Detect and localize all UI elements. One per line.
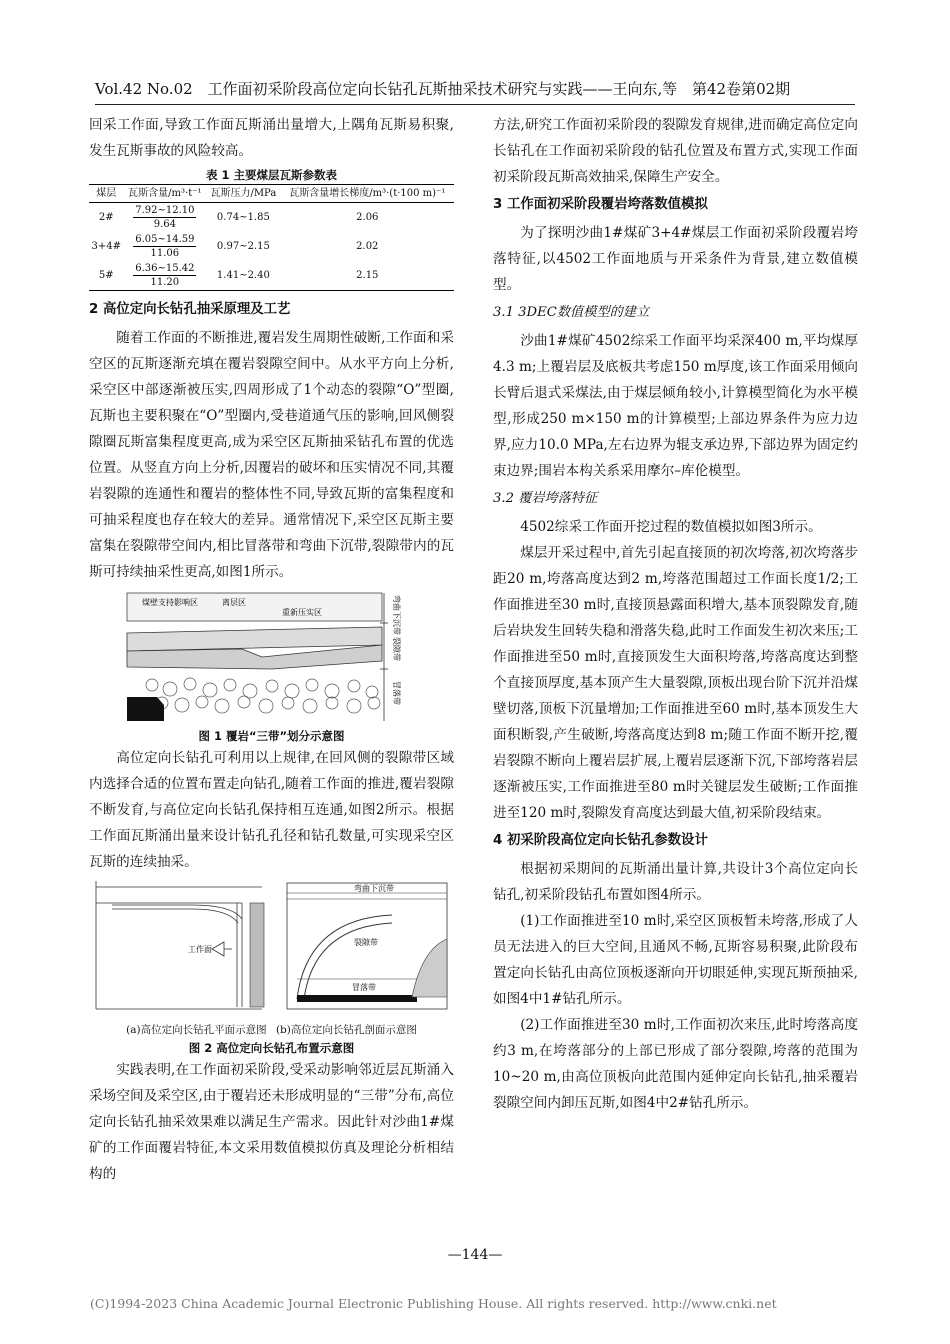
fig2-zone-label: 裂隙带 (353, 938, 378, 947)
gas-content-range: 6.36~15.42 (135, 263, 195, 274)
table-row (89, 232, 454, 261)
fig2-zone-label: 弯曲下沉带 (353, 884, 394, 893)
figure-subcaptions (89, 1021, 454, 1039)
section-heading: 2 高位定向长钻孔抽采原理及工艺 (89, 302, 291, 317)
fig1-zone-label: 冒落带 (391, 681, 401, 705)
gas-content-cell (124, 261, 207, 291)
table-caption: 表 1 主要煤层瓦斯参数表 (205, 168, 337, 182)
figure-1-three-zones (122, 589, 422, 727)
fig1-zone-label: 裂隙带 (391, 637, 401, 661)
fig1-label: 煤壁支持影响区 (141, 598, 198, 607)
pressure-cell: 1.41~2.40 (216, 270, 270, 281)
pressure-cell: 0.74~1.85 (216, 212, 270, 223)
gas-content-average: 11.20 (150, 277, 180, 288)
gas-content-range: 7.92~12.10 (135, 205, 195, 216)
header-title: 工作面初采阶段高位定向长钻孔瓦斯抽采技术研究与实践——王向东,等 (207, 80, 678, 98)
paragraph: 方法,研究工作面初采阶段的裂隙发育规律,进而确定高位定向长钻孔在工作面初采阶段的钻孔位置及布置方式,实现工作面初采阶段瓦斯高效抽采,保障生产安全。 (493, 117, 858, 185)
header-volume: Vol.42 No.02 (95, 80, 193, 98)
paragraph: 实践表明,在工作面初采阶段,受采动影响邻近层瓦斯涌入采场空间及采空区,由于覆岩还未形成明显的“三带”分布,高位定向长钻孔抽采效果难以满足生产需求。因此针对沙曲1#煤矿的工作面覆岩特征,本文采用数值模拟仿真及理论分析相结构的 (89, 1062, 454, 1182)
gradient-cell: 2.02 (356, 241, 379, 252)
fig2-face-label: 工作面 (187, 945, 212, 954)
gradient-cell: 2.15 (356, 270, 379, 281)
table-header-cell: 瓦斯含量增长梯度/m³·(t·100 m)⁻¹ (281, 185, 454, 203)
figure-caption: 图 2 高位定向长钻孔布置示意图 (188, 1041, 355, 1055)
gas-content-cell (124, 232, 207, 261)
right-column (493, 112, 858, 1116)
copyright-footer: (C)1994-2023 China Academic Journal Electronic Publishing House. All rights reserved. http://www.cnki.net (90, 1296, 777, 1311)
gas-content-average: 11.06 (150, 248, 180, 259)
table-header-row (89, 185, 454, 203)
table-header-cell: 煤层 (89, 185, 124, 203)
section-heading: 3 工作面初采阶段覆岩垮落数值模拟 (493, 197, 708, 212)
paragraph: 回采工作面,导致工作面瓦斯涌出量增大,上隅角瓦斯易积聚,发生瓦斯事故的风险较高。 (89, 117, 454, 159)
fig1-label: 重新压实区 (281, 608, 322, 617)
table-row (89, 261, 454, 291)
subsection-heading: 3.1 3DEC数值模型的建立 (493, 305, 650, 320)
subsection-heading: 3.2 覆岩垮落特征 (493, 491, 598, 506)
gas-content-average: 9.64 (153, 219, 176, 230)
fig1-label: 离层区 (221, 598, 246, 607)
gradient-cell: 2.06 (356, 212, 379, 223)
header-rule (95, 104, 855, 105)
table-header-cell: 瓦斯含量/m³·t⁻¹ (124, 185, 207, 203)
pressure-cell: 0.97~2.15 (216, 241, 270, 252)
paragraph: (1)工作面推进至10 m时,采空区顶板暂未垮落,形成了人员无法进入的巨大空间,且通风不畅,瓦斯容易积聚,此阶段布置定向长钻孔由高位顶板逐渐向开切眼延伸,实现瓦斯预抽采,如图4中1#钻孔所示。 (493, 913, 858, 1007)
running-header (95, 78, 855, 102)
left-column (89, 112, 454, 1187)
paragraph: 随着工作面的不断推进,覆岩发生周期性破断,工作面和采空区的瓦斯逐渐充填在覆岩裂隙空间中。从水平方向上分析,采空区中部逐渐被压实,四周形成了1个动态的裂隙“O”型圈,瓦斯也主要积聚在“O”型圈内,受巷道通气压的影响,回风侧裂隙圈瓦斯富集程度更高,成为采空区瓦斯抽采钻孔布置的优选位置。从竖直方向上分析,因覆岩的破坏和压实情况不同,其覆岩裂隙的连通性和覆岩的整体性不同,导致瓦斯的富集程度和可抽采程度也存在较大的差异。通常情况下,采空区瓦斯主要富集在裂隙带空间内,相比冒落带和弯曲下沉带,裂隙带内的瓦斯可持续抽采性更高,如图1所示。 (89, 330, 454, 580)
table-row (89, 203, 454, 233)
gas-parameter-table (89, 184, 454, 291)
paragraph: 煤层开采过程中,首先引起直接顶的初次垮落,初次垮落步距20 m,垮落高度达到2 m,垮落范围超过工作面长度1/2;工作面推进至30 m时,直接顶悬露面积增大,基本顶裂隙发育,随后岩块发生回转失稳和滑落失稳,此时工作面发生初次来压;工作面推进至50 m时,直接顶发生大面积垮落,垮落高度达到整个直接顶厚度,基本顶产生大量裂隙,顶板出现台阶下沉并沿煤壁切落,顶板下沉量增加;工作面推进至60 m时,基本顶发生大面积断裂,产生破断,垮落高度达到8 m;随工作面不断开挖,覆岩裂隙不断向上覆岩层扩展,上覆岩层逐渐下沉,下部垮落岩层逐渐被压实,工作面推进至80 m时关键层发生破断;工作面推进至120 m时,裂隙发育高度达到最大值,初采阶段结束。 (493, 545, 858, 821)
header-volume-cn: 第42卷第02期 (692, 80, 791, 98)
gas-content-range: 6.05~14.59 (135, 234, 195, 245)
figure-caption: 图 1 覆岩“三带”划分示意图 (198, 729, 345, 743)
paragraph: 根据初采期间的瓦斯涌出量计算,共设计3个高位定向长钻孔,初采阶段钻孔布置如图4所示。 (493, 861, 858, 903)
fig2-zone-label: 冒落带 (351, 983, 376, 992)
page-number: —144— (447, 1247, 503, 1263)
seam-cell: 3+4# (91, 241, 121, 252)
subcaption-a: (a)高位定向长钻孔平面示意图 (126, 1024, 267, 1036)
section-heading: 4 初采阶段高位定向长钻孔参数设计 (493, 833, 708, 848)
paragraph: 4502综采工作面开挖过程的数值模拟如图3所示。 (520, 519, 822, 535)
fig1-zone-label: 弯曲下沉带 (391, 595, 401, 635)
paragraph: 为了探明沙曲1#煤矿3+4#煤层工作面初采阶段覆岩垮落特征,以4502工作面地质与开采条件为背景,建立数值模型。 (493, 225, 858, 293)
paragraph: 沙曲1#煤矿4502综采工作面平均采深400 m,平均煤厚4.3 m;上覆岩层及底板共考虑150 m厚度,该工作面采用倾向长臂后退式采煤法,由于煤层倾角较小,计算模型简化为水平模型,形成250 m×150 m的计算模型;上部边界条件为应力边界,应力10.0 MPa,左右边界为辊支承边界,下部边界为固定约束边界;围岩本构关系采用摩尔–库伦模型。 (493, 333, 858, 479)
gas-content-cell (124, 203, 207, 233)
paragraph: (2)工作面推进至30 m时,工作面初次来压,此时垮落高度约3 m,在垮落部分的上部已形成了部分裂隙,垮落的范围为10~20 m,由高位顶板向此范围内延伸定向长钻孔,抽采覆岩裂隙空间内卸压瓦斯,如图4中2#钻孔所示。 (493, 1017, 858, 1111)
seam-cell: 5# (98, 270, 114, 281)
subcaption-b: (b)高位定向长钻孔剖面示意图 (275, 1024, 417, 1036)
seam-cell: 2# (98, 212, 114, 223)
figure-2-borehole-layout (92, 879, 452, 1021)
paragraph: 高位定向长钻孔可利用以上规律,在回风侧的裂隙带区域内选择合适的位置布置走向钻孔,随着工作面的推进,覆岩裂隙不断发育,与高位定向长钻孔保持相互连通,如图2所示。根据工作面瓦斯涌出量来设计钻孔孔径和钻孔数量,可实现采空区瓦斯的连续抽采。 (89, 750, 454, 870)
table-header-cell: 瓦斯压力/MPa (206, 185, 280, 203)
